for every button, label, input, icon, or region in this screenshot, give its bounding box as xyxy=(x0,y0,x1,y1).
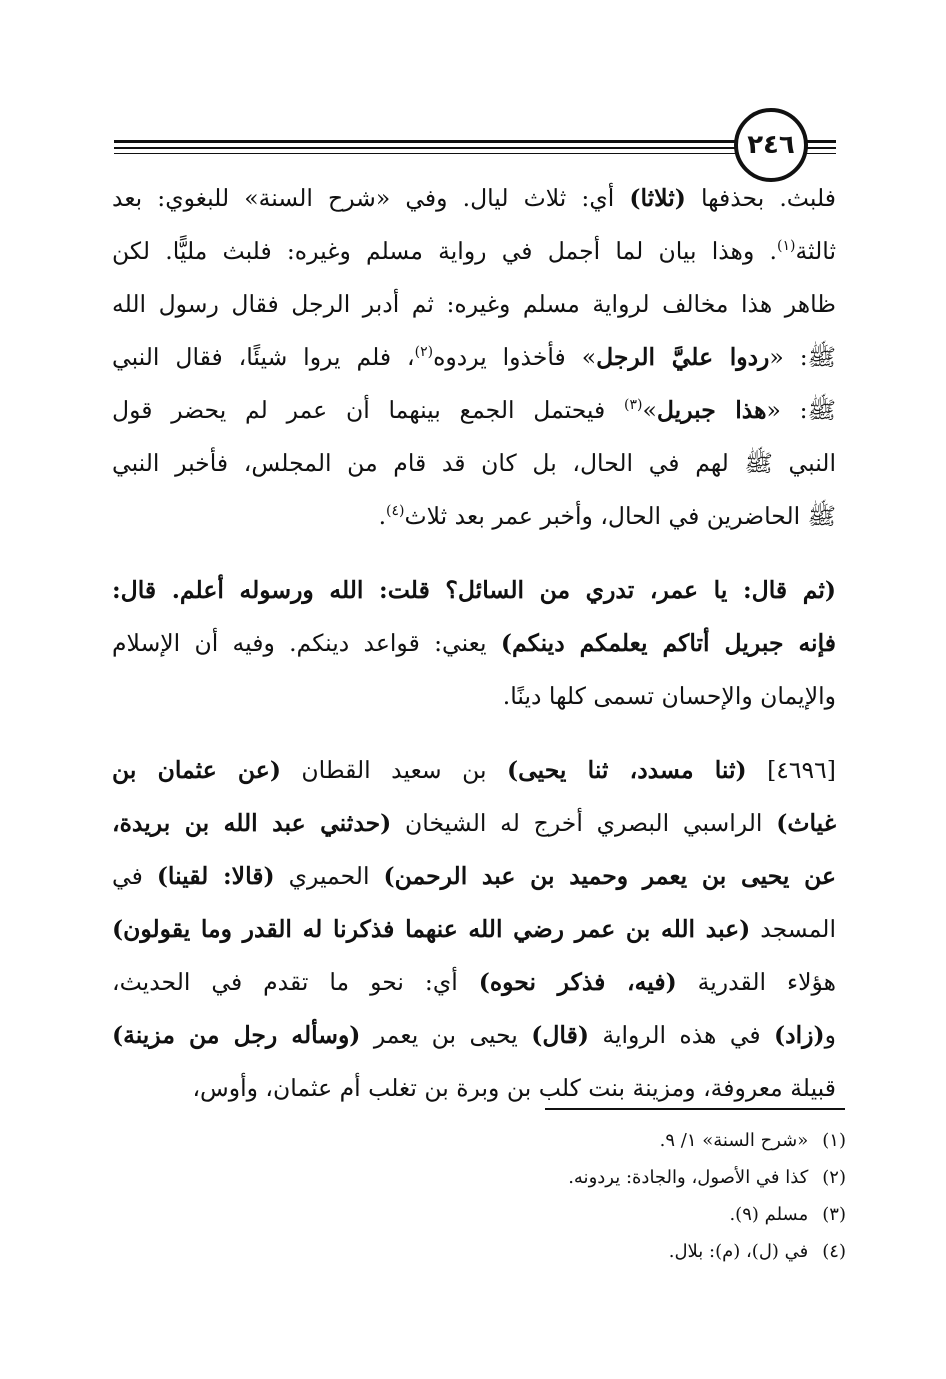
bold-text: غياث) xyxy=(776,809,836,837)
bold-text: (زاد) xyxy=(774,1021,825,1049)
text-run: ، فلم يروا شيئًا، فقال النبي xyxy=(112,343,415,371)
footnote-marker: (١) xyxy=(776,238,796,255)
bold-text: (ثلاثا) xyxy=(629,184,686,212)
text-run: يعني: قواعد دينكم. وفيه أن الإسلام xyxy=(112,629,501,657)
text-run: ﷺ: « xyxy=(766,396,836,424)
footnotes xyxy=(246,1122,846,1270)
text-line xyxy=(112,331,836,384)
bold-text: (فيه، فذكر نحوه) xyxy=(478,968,677,996)
header-rule xyxy=(114,147,836,149)
bold-text: (ثنا مسدد، ثنا يحيى) xyxy=(506,756,747,784)
text-run: ﷺ الحاضرين في الحال، وأخبر عمر بعد ثلاث xyxy=(404,502,836,530)
text-run: و xyxy=(824,1021,836,1049)
text-line xyxy=(112,797,836,850)
text-run: » xyxy=(642,396,657,424)
bold-text: (وسأله رجل من مزينة) xyxy=(112,1021,361,1049)
footnote-number: (٢) xyxy=(822,1167,846,1188)
text-run: بن سعيد القطان xyxy=(280,756,507,784)
footnote-marker: (٤) xyxy=(386,503,405,520)
footnote xyxy=(246,1122,846,1159)
text-run: ثالثة xyxy=(795,237,836,265)
text-run: هؤلاء القدرية xyxy=(676,968,836,996)
footnote-separator xyxy=(545,1108,845,1110)
text-run: فلبث. بحذفها xyxy=(685,184,836,212)
text-line xyxy=(112,278,836,331)
text-run: . xyxy=(378,502,387,530)
footnote xyxy=(246,1233,846,1270)
text-run: والإيمان والإحسان تسمى كلها دينًا. xyxy=(502,682,836,710)
text-line xyxy=(112,956,836,1009)
header-rule xyxy=(114,153,836,154)
text-line xyxy=(112,903,836,956)
text-line xyxy=(112,744,836,797)
text-run: [٤٦٩٦] xyxy=(746,756,836,784)
header-rule xyxy=(114,140,836,143)
paragraph xyxy=(112,172,836,543)
text-line xyxy=(112,564,836,617)
text-run: يحيى بن يعمر xyxy=(360,1021,532,1049)
text-line xyxy=(112,172,836,225)
footnote-number: (١) xyxy=(822,1130,846,1151)
text-run: في هذه الرواية xyxy=(588,1021,775,1049)
bold-text: (عبد الله بن عمر رضي الله عنهما فذكرنا له القدر وما يقولون) xyxy=(112,915,751,943)
bold-text: (قالا: لقينا) xyxy=(156,862,275,890)
text-run: قبيلة معروفة، ومزينة بنت كلب بن وبرة بن تغلب أم عثمان، وأوس، xyxy=(192,1074,836,1102)
text-line xyxy=(112,225,836,278)
paragraph xyxy=(112,564,836,723)
paragraph xyxy=(112,744,836,1115)
text-run: الراسبي البصري أخرج له الشيخان xyxy=(391,809,777,837)
bold-text: هذا جبريل xyxy=(656,396,767,424)
bold-text: (عن عثمان بن xyxy=(112,756,281,784)
footnote-marker: (٣) xyxy=(624,397,643,414)
text-run: في xyxy=(112,862,157,890)
text-run: ﷺ: « xyxy=(769,343,836,371)
footnote-text: في (ل)، (م): بلال. xyxy=(668,1241,809,1262)
bold-text: (حدثني عبد الله بن بريدة، xyxy=(112,809,392,837)
footnote-number: (٣) xyxy=(822,1204,846,1225)
footnote-text: «شرح السنة» ١/ ٩. xyxy=(659,1130,809,1151)
footnote xyxy=(246,1159,846,1196)
bold-text: (قال) xyxy=(531,1021,589,1049)
text-run: فيحتمل الجمع بينهما أن عمر لم يحضر قول xyxy=(112,396,625,424)
text-run: ظاهر هذا مخالف لرواية مسلم وغيره: ثم أدبر الرجل فقال رسول الله xyxy=(112,290,836,318)
text-line xyxy=(112,850,836,903)
bold-text: فإنه جبريل أتاكم يعلمكم دينكم) xyxy=(500,629,836,657)
text-run: . وهذا بيان لما أجمل في رواية مسلم وغيره: فلبث مليًّا. لكن xyxy=(112,237,777,265)
text-line xyxy=(112,670,836,723)
text-run: » فأخذوا يردوه xyxy=(433,343,597,371)
footnote xyxy=(246,1196,846,1233)
footnote-text: كذا في الأصول، والجادة: يردونه. xyxy=(568,1167,809,1188)
footnote-text: مسلم (٩). xyxy=(729,1204,809,1225)
bold-text: عن يحيى بن يعمر وحميد بن عبد الرحمن) xyxy=(383,862,836,890)
text-run: النبي ﷺ لهم في الحال، بل كان قد قام من المجلس، فأخبر النبي xyxy=(112,449,836,477)
text-line xyxy=(112,437,836,490)
footnote-marker: (٢) xyxy=(414,344,434,361)
main-text xyxy=(112,172,836,1115)
bold-text: ردوا عليَّ الرجل xyxy=(596,343,770,371)
text-line xyxy=(112,1009,836,1062)
text-line xyxy=(112,617,836,670)
bold-text: (ثم قال: يا عمر، تدري من السائل؟ قلت: الله ورسوله أعلم. قال: xyxy=(112,576,836,604)
text-run: أي: ثلاث ليال. وفي «شرح السنة» للبغوي: بعد xyxy=(112,184,630,212)
page-number: ٢٤٦ xyxy=(734,108,808,182)
text-line xyxy=(112,384,836,437)
footnote-number: (٤) xyxy=(822,1241,846,1262)
text-run: أي: نحو ما تقدم في الحديث، xyxy=(112,968,479,996)
text-run: الحميري xyxy=(274,862,384,890)
text-run: المسجد xyxy=(750,915,836,943)
text-line xyxy=(112,490,836,543)
